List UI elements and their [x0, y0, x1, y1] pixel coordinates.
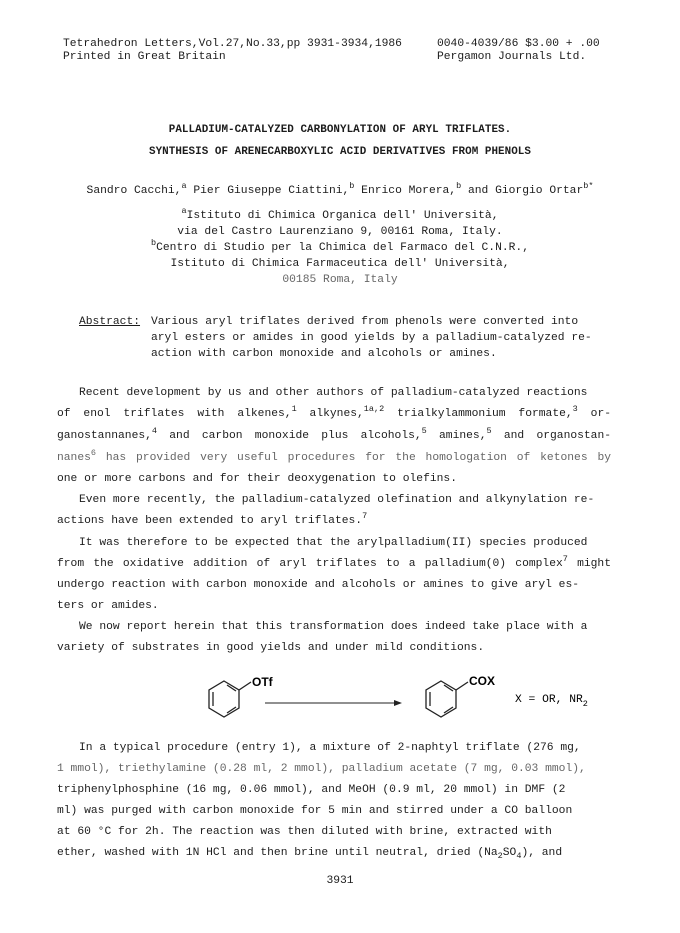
title-line-1: PALLADIUM-CATALYZED CARBONYLATION OF ARYL TRIFLATES.: [168, 124, 512, 136]
body-line: ganostannanes,$^4$ and carbon monoxide plus alcohols,$^5$ amines,$^5$ and organostan-: [57, 426, 612, 442]
carbonyl-group-label: COX: [469, 674, 496, 688]
body-line: Even more recently, the palladium-catalyzed olefination and alkynylation re-: [79, 494, 595, 506]
author-list: [0, 181, 680, 197]
leaving-group-label: OTf: [252, 675, 273, 689]
body-line: ether, washed with 1N HCl and then brine until neutral, dried $(Na_2SO_4)$, and: [57, 847, 563, 861]
affiliation-a-line-2: via del Castro Laurenziano 9, 00161 Roma, Italy.: [177, 226, 503, 238]
body-line: at 60 °C for 2h. The reaction was then diluted with brine, extracted with: [57, 826, 552, 838]
author-affiliation-mark: b*: [583, 181, 594, 191]
body-line: In a typical procedure (entry 1), a mixture of 2-naphtyl triflate (276 mg,: [79, 742, 581, 754]
body-line: We now report herein that this transformation does indeed take place with a: [79, 621, 588, 633]
printed-in: Printed in Great Britain: [63, 51, 226, 63]
affiliation-b-line-2: Istituto di Chimica Farmaceutica dell' Università,: [170, 258, 510, 270]
author-affiliation-mark: b: [456, 181, 462, 191]
author-affiliation-mark: b: [349, 181, 355, 191]
affiliation-mark: a: [181, 206, 187, 216]
author-name: Pier Giuseppe Ciattini,: [186, 185, 350, 197]
body-line: one or more carbons and for their deoxygenation to olefins.: [57, 473, 457, 485]
abstract-line-1: Various aryl triflates derived from phenols were converted into: [151, 316, 579, 328]
author-name: Enrico Morera,: [354, 185, 457, 197]
page-number: 3931: [326, 875, 354, 887]
affiliation-a-line-1: $^a$Istituto di Chimica Organica dell' Università,: [181, 206, 499, 222]
abstract-label: Abstract:: [79, 316, 141, 328]
body-line: 1 mmol), triethylamine (0.28 ml, 2 mmol), palladium acetate (7 mg, 0.03 mmol),: [57, 763, 586, 775]
body-line: nanes$^6$ has provided very useful procedures for the homologation of ketones by: [57, 448, 611, 464]
author-name: and Giorgio Ortar: [461, 185, 584, 197]
body-line: ters or amides.: [57, 600, 159, 612]
publisher: Pergamon Journals Ltd.: [437, 51, 587, 63]
body-line: Recent development by us and other authors of palladium-catalyzed reactions: [79, 387, 588, 399]
benzene-ring-right: [426, 681, 468, 717]
affiliation-b-line-3: 00185 Roma, Italy: [282, 274, 398, 286]
reaction-scheme: [190, 668, 620, 730]
abstract-line-3: action with carbon monoxide and alcohols or amines.: [151, 348, 497, 360]
body-line: ml) was purged with carbon monoxide for 5 min and stirred under a CO balloon: [57, 805, 573, 817]
issn-price: 0040-4039/86 $3.00 + .00: [437, 38, 600, 50]
body-line: undergo reaction with carbon monoxide and alcohols or amines to give aryl es-: [57, 579, 580, 591]
reaction-arrow: [265, 700, 402, 706]
affiliation-mark: b: [151, 238, 157, 248]
body-line: It was therefore to be expected that the arylpalladium(II) species produced: [79, 537, 588, 549]
body-line: variety of substrates in good yields and under mild conditions.: [57, 642, 485, 654]
abstract-line-2: aryl esters or amides in good yields by a palladium-catalyzed re-: [151, 332, 592, 344]
x-definition: X = OR, $NR_2$: [515, 694, 588, 709]
author-affiliation-mark: a: [181, 181, 187, 191]
journal-citation: Tetrahedron Letters,Vol.27,No.33,pp 3931-3934,1986: [63, 38, 402, 50]
body-line: of enol triflates with alkenes,$^1$ alkynes,$^{1a,2}$ trialkylammonium formate,$^3$ or-: [57, 404, 611, 420]
author-name: Sandro Cacchi,: [86, 185, 182, 197]
benzene-ring-left: [209, 681, 251, 717]
affiliation-b-line-1: $^b$Centro di Studio per la Chimica del Farmaco del C.N.R.,: [151, 238, 529, 254]
body-line: triphenylphosphine (16 mg, 0.06 mmol), and MeOH (0.9 ml, 20 mmol) in DMF (2: [57, 784, 566, 796]
body-line: from the oxidative addition of aryl triflates to a palladium(0) complex$^7$ might: [57, 554, 611, 570]
title-line-2: SYNTHESIS OF ARENECARBOXYLIC ACID DERIVATIVES FROM PHENOLS: [149, 146, 531, 158]
body-line: actions have been extended to aryl triflates.$^7$: [57, 511, 368, 527]
